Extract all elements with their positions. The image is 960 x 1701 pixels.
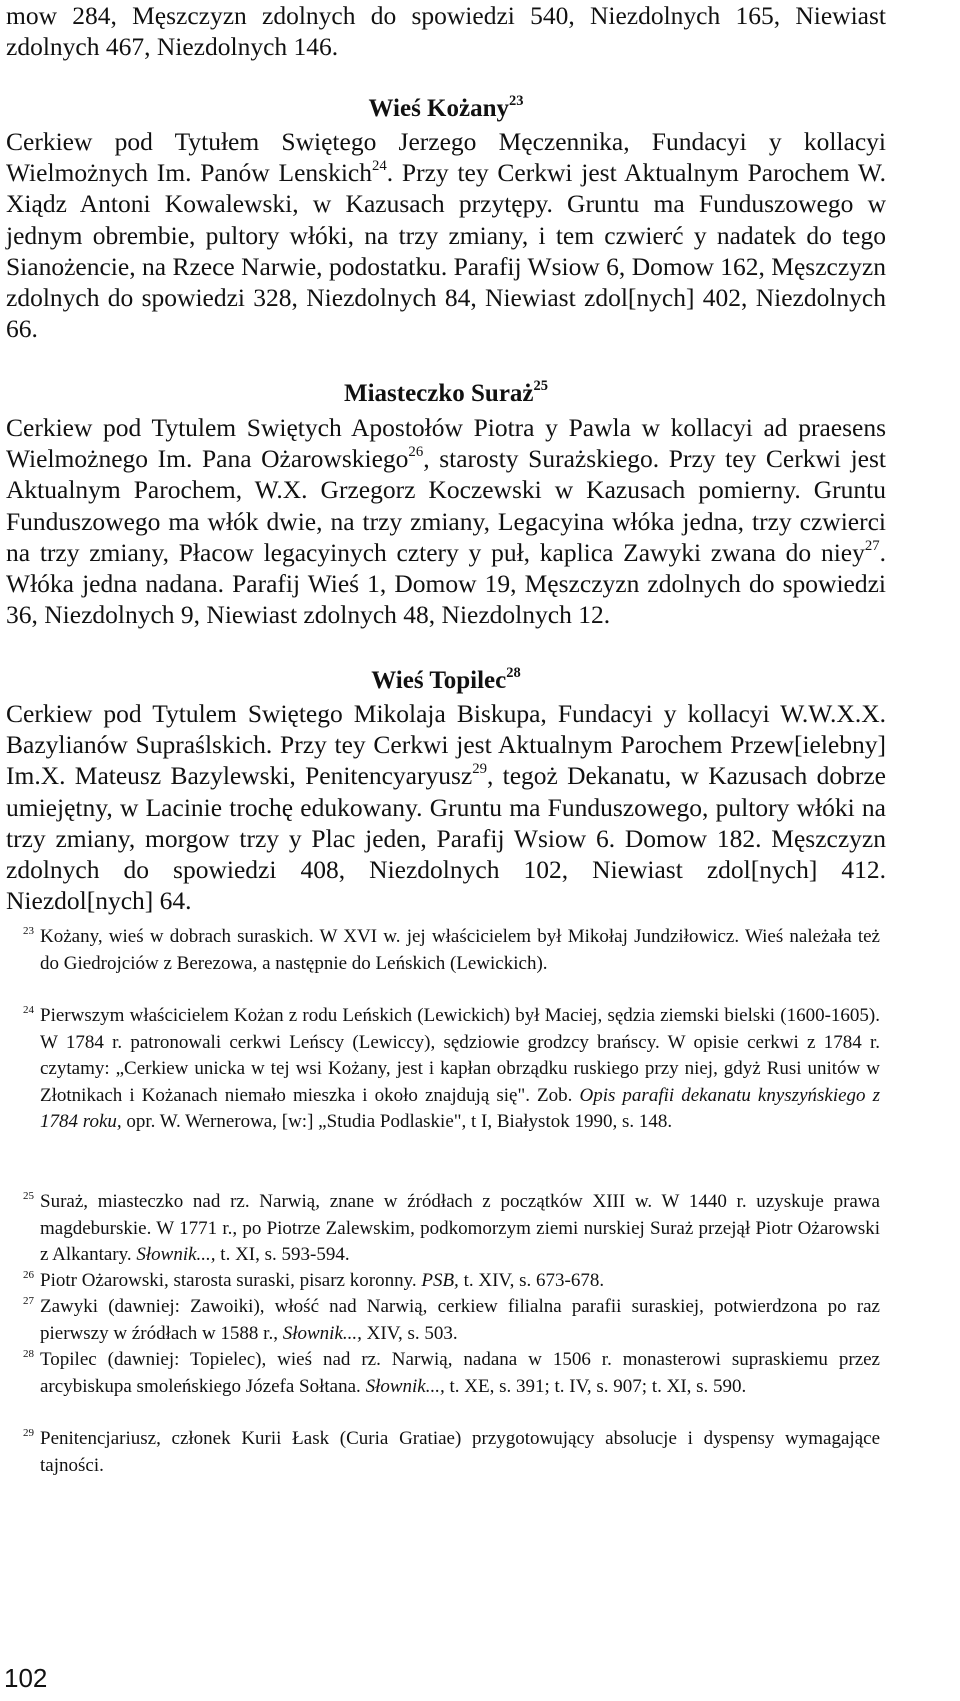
footnote-number: 27 — [23, 1295, 34, 1307]
heading-text: Wieś Topilec — [371, 667, 507, 694]
footnote-28 — [23, 1347, 880, 1400]
footnote-ref[interactable]: 29 — [472, 761, 487, 778]
paragraph-kozany — [6, 126, 886, 344]
footnote-text: Piotr Ożarowski, starosta suraski, pisarz koronny. — [40, 1270, 422, 1291]
paragraph-text: , starosty Surażskiego. Przy tey Cerkwi jest Aktualnym Parochem, W.X. Grzegorz Koczewski w Kazusach pomierny. Gruntu Funduszowego ma włók dwie, na trzy zmiany, Legacyina włóka jedna, trzy czwierci na trzy zmiany, Płacow legacyinych cztery y puł, kaplica Zawyki zwana do niey — [6, 444, 886, 567]
heading-text: Miasteczko Suraż — [343, 380, 534, 407]
footnote-29 — [23, 1426, 880, 1479]
footnote-ref[interactable]: 28 — [506, 665, 521, 682]
footnote-ref[interactable]: 25 — [533, 378, 549, 395]
footnote-ref[interactable]: 26 — [408, 444, 424, 461]
footnote-text: opr. W. Wernerowa, [w:] „Studia Podlaskie", t I, Białystok 1990, s. 148. — [121, 1111, 673, 1132]
section-heading-topilec — [6, 666, 886, 696]
paragraph-text: . Włóka jedna nadana. Parafij Wieś 1, Domow 19, Męszczyzn zdolnych do spowiedzi 36, Niezdolnych 9, Niewiast zdolnych 48, Niezdolnych 12. — [6, 537, 886, 630]
section-heading-suraz — [6, 379, 886, 409]
footnote-citation: Słownik..., — [136, 1244, 216, 1265]
section-heading-kozany — [6, 94, 886, 124]
footnote-23 — [23, 924, 880, 977]
footnote-ref[interactable]: 24 — [371, 158, 387, 175]
footnote-text: t. XI, s. 593-594. — [215, 1244, 350, 1265]
footnote-citation: Słownik..., — [365, 1375, 445, 1397]
footnote-number: 29 — [23, 1427, 34, 1439]
footnote-citation: Opis parafii dekanatu knyszyńskiego z 1784 roku, — [40, 1084, 880, 1132]
footnote-text: Kożany, wieś w dobrach suraskich. W XVI w. jej właścicielem był Mikołaj Jundziłowicz. Wieś należała też do Giedrojciów z Berezowa, a następnie do Leńskich (Lewickich). — [40, 926, 880, 974]
paragraph-text: mow 284, Męszczyzn zdolnych do spowiedzi 540, Niezdolnych 165, Niewiast zdolnych 467, Niezdolnych 146. — [6, 1, 886, 62]
paragraph-continuation — [6, 0, 886, 62]
paragraph-text: Cerkiew pod Tytułem Swiętego Jerzego Męczennika, Fundacyi y kollacyi Wielmożnych Im. Panów Lenskich — [6, 127, 886, 188]
paragraph-text: , tegoż Dekanatu, w Kazusach dobrze umiejętny, w Lacinie trochę edukowany. Gruntu ma Funduszowego, pultory włóki na trzy zmiany, morgow trzy y Plac jeden, Parafij Wsiow 6. Domow 182. Męszczyzn zdolnych do spowiedzi 408, Niezdolnych 102, Niewiast zdol[nych] 412. Niezdol[nych] 64. — [6, 761, 886, 916]
footnote-26 — [23, 1268, 880, 1295]
footnote-text: Zawyki (dawniej: Zawoiki), włość nad Narwią, cerkiew filialna parafii suraskiej, potwierdzona po raz pierwszy w źródłach w 1588 r., — [40, 1296, 880, 1344]
footnote-citation: PSB, — [421, 1270, 459, 1291]
footnote-text: t. XIV, s. 673-678. — [458, 1270, 605, 1291]
heading-text: Wieś Kożany — [368, 95, 509, 122]
footnote-citation: Słownik..., — [282, 1322, 362, 1344]
footnote-text: t. XE, s. 391; t. IV, s. 907; t. XI, s. 590. — [444, 1375, 747, 1397]
footnote-text: XIV, s. 503. — [361, 1322, 458, 1344]
footnote-number: 24 — [23, 1004, 34, 1016]
footnote-24 — [23, 1003, 880, 1136]
footnote-ref[interactable]: 23 — [509, 93, 524, 110]
footnote-number: 25 — [23, 1190, 34, 1202]
footnote-text: Suraż, miasteczko nad rz. Narwią, znane w źródłach z początków XIII w. W 1440 r. uzyskuje prawa magdeburskie. W 1771 r., po Piotrze Zalewskim, podkomorzym ziemi nurskiej Suraż przejął Piotr Ożarowski z Alkantary. — [40, 1191, 880, 1265]
footnote-25 — [23, 1189, 880, 1269]
paragraph-suraz — [6, 412, 886, 630]
paragraph-topilec — [6, 698, 886, 916]
footnote-text: Penitencjariusz, członek Kurii Łask (Curia Gratiae) przygotowujący absolucje i dyspensy wymagające tajności. — [40, 1428, 880, 1476]
page-number: 102 — [4, 1663, 48, 1693]
paragraph-text: Cerkiew pod Tytulem Swiętego Mikolaja Biskupa, Fundacyi y kollacyi W.W.X.X. Bazylianów Supraślskich. Przy tey Cerkwi jest Aktualnym Parochem Przew[ielebny] Im.X. Mateusz Bazylewski, Penitencyaryusz — [6, 699, 886, 791]
paragraph-text: . Przy tey Cerkwi jest Aktualnym Parochem W. Xiądz Antoni Kowalewski, w Kazusach przytępy. Gruntu ma Funduszowego w jednym obrembie, pultory włóki, na trzy zmiany, i tem czwierć y nadatek do tego Sianożencie, na Rzece Narwie, podostatku. Parafij Wsiow 6, Domow 162, Męszczyzn zdolnych do spowiedzi 328, Niezdolnych 84, Niewiast zdol[nych] 402, Niezdolnych 66. — [6, 158, 887, 344]
paragraph-text: Cerkiew pod Tytulem Swiętych Apostołów Piotra y Pawla w kollacyi ad praesens Wielmożnego Im. Pana Ożarowskiego — [6, 413, 886, 474]
footnote-text: Pierwszym właścicielem Kożan z rodu Leńskich (Lewickich) był Maciej, sędzia ziemski bielski (1600-1605). W 1784 r. patronowali cerkwi Leńscy (Lewiccy), sędziowie grodzcy brańscy. W opisie cerkwi z 1784 r. czytamy: „Cerkiew unicka w tej wsi Kożany, jest i kapłan obrządku ruskiego przy niej, gdyż Rusi unitów w Złotnikach i Kożanach niemało mieszka i około znajdują się". Zob. — [40, 1005, 880, 1106]
footnote-text: Topilec (dawniej: Topielec), wieś nad rz. Narwią, nadana w 1506 r. monasterowi supraskiemu przez arcybiskupa smoleńskiego Józefa Sołtana. — [40, 1349, 880, 1397]
footnote-27 — [23, 1294, 880, 1347]
footnote-number: 28 — [23, 1348, 34, 1360]
footnote-number: 23 — [23, 925, 34, 937]
footnote-number: 26 — [23, 1269, 34, 1281]
footnote-ref[interactable]: 27 — [864, 537, 880, 554]
